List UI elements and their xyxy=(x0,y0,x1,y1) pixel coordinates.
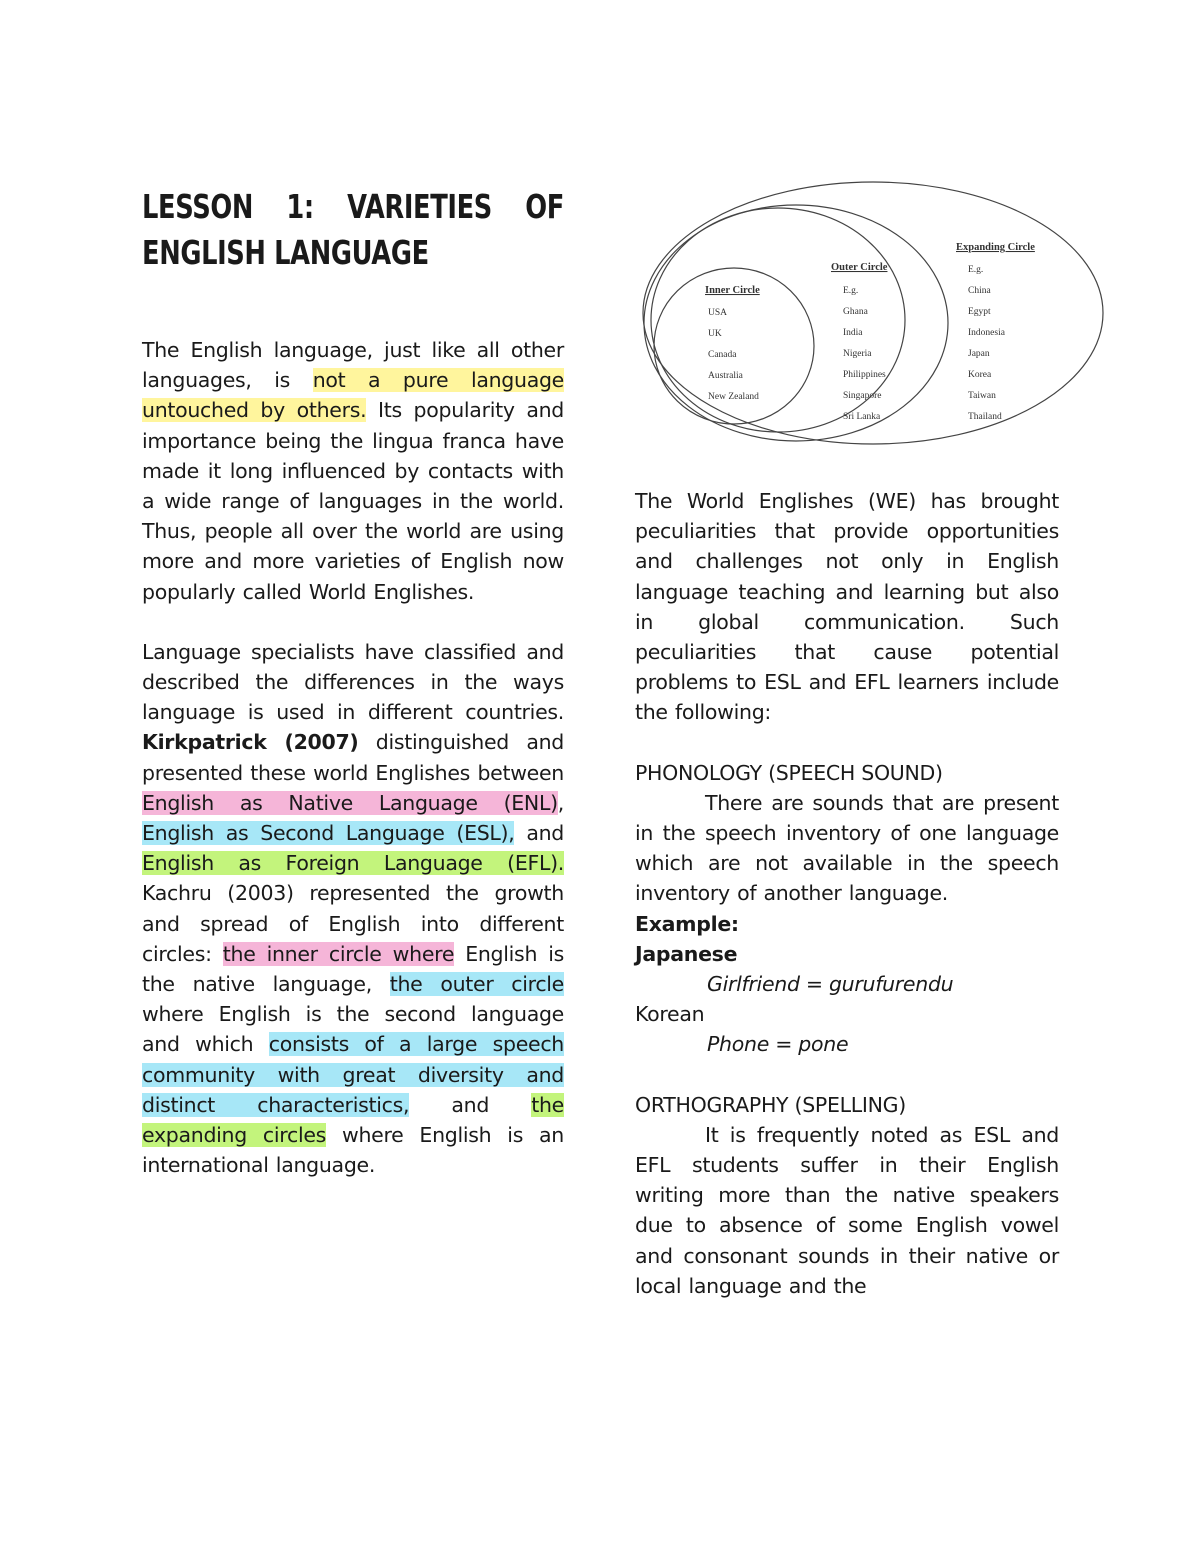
text-span: English is the native language, xyxy=(142,941,564,997)
highlight-expanding-circles: the expanding circles xyxy=(142,1092,564,1148)
text-span: where English is an international language. xyxy=(142,1123,564,1178)
expanding-circle-item: Thailand xyxy=(968,412,1002,422)
outer-circle-item: Ghana xyxy=(843,307,868,317)
outer-circle-ellipse xyxy=(644,205,948,441)
inner-circle-item: USA xyxy=(708,308,728,318)
expanding-circle-item: Korea xyxy=(968,370,992,380)
phonology-heading: PHONOLOGY (SPEECH SOUND) xyxy=(635,760,943,785)
highlight-outer-circle: the outer circle xyxy=(389,972,564,997)
expanding-circle-item: E.g. xyxy=(968,265,984,275)
text-span: The English language, just like all other languages, is xyxy=(142,338,564,393)
kachru-circles-diagram xyxy=(638,180,1108,450)
outer-circle-item: Sri Lanka xyxy=(843,412,881,422)
text-span: , xyxy=(557,790,564,815)
inner-circle-list xyxy=(708,308,759,402)
inner-circle-title: Inner Circle xyxy=(705,285,760,296)
highlight-efl: English as Foreign Language (EFL). xyxy=(142,851,564,876)
phonology-text: There are sounds that are present in the speech inventory of one language which are not available in the speech inventory of another language. xyxy=(635,790,1059,906)
expanding-circle-title: Expanding Circle xyxy=(956,242,1035,253)
expanding-circle-item: Indonesia xyxy=(968,328,1005,338)
highlight-not-pure: not a pure language untouched by others. xyxy=(142,368,564,423)
lesson-title: LESSON 1: VARIETIES OF ENGLISH LANGUAGE xyxy=(142,187,564,272)
expanding-circle-item: Egypt xyxy=(968,307,991,317)
expanding-circle-item: Taiwan xyxy=(968,391,996,401)
inner-circle-item: Australia xyxy=(708,371,743,381)
text-span: Language specialists have classified and described the differences in the ways language is used in different countries. xyxy=(142,639,564,725)
text-span: and xyxy=(409,1092,532,1117)
highlight-large-community: consists of a large speech community with great diversity and distinct characteristics, xyxy=(142,1032,564,1117)
left-column xyxy=(142,184,564,1180)
inner-circle-item: New Zealand xyxy=(708,392,759,402)
inner-circle-item: Canada xyxy=(708,350,737,360)
example-japanese: Girlfriend = gurufurendu xyxy=(707,972,954,997)
paragraph-world-englishes: The World Englishes (WE) has brought peculiarities that provide opportunities and challenges not only in English language teaching and learning but also in global communication. Such peculiarities that cause potential problems to ESL and EFL learners include the following: xyxy=(635,489,1059,725)
paragraph-intro xyxy=(142,335,564,607)
text-span: Kachru (2003) represented the growth and spread of English into different circles: xyxy=(142,881,564,966)
expanding-circle-item: Japan xyxy=(968,349,990,359)
example-korean: Phone = pone xyxy=(707,1032,849,1057)
text-span: and xyxy=(514,821,564,846)
outer-circle-item: Singapore xyxy=(843,391,882,401)
right-column xyxy=(635,486,1059,1301)
text-span: distinguished and presented these world Englishes between xyxy=(142,730,564,785)
highlight-inner-circle: the inner circle where xyxy=(222,941,455,966)
inner-circle-item: UK xyxy=(708,329,722,339)
outer-circle-title: Outer Circle xyxy=(831,262,888,273)
text-span: Its popularity and importance being the lingua franca have made it long influenced by contacts with a wide range of languages in the world. Thus, people all over the world are using more and more varieties of English now popularly called World Englishes. xyxy=(142,398,564,604)
outer-circle-item: Nigeria xyxy=(843,349,872,359)
kirkpatrick-citation: Kirkpatrick (2007) xyxy=(142,730,359,755)
expanding-circle-item: China xyxy=(968,286,991,296)
example-language-japanese: Japanese xyxy=(635,941,738,966)
highlight-esl: English as Second Language (ESL), xyxy=(142,821,515,846)
highlight-enl: English as Native Language (ENL) xyxy=(142,790,558,815)
expanding-circle-list xyxy=(968,265,1006,422)
outer-circle-item: E.g. xyxy=(843,286,859,296)
outer-circle-item: Philippines xyxy=(843,370,886,380)
paragraph-classification xyxy=(142,637,564,1181)
outer-circle-item: India xyxy=(843,328,863,338)
orthography-text: It is frequently noted as ESL and EFL students suffer in their English writing more than the native speakers due to absence of some English vowel and consonant sounds in their native or local language and the xyxy=(635,1122,1059,1298)
example-label: Example: xyxy=(635,911,739,936)
example-language-korean: Korean xyxy=(635,1002,705,1027)
text-span: where English is the second language and which xyxy=(142,1002,564,1057)
orthography-heading: ORTHOGRAPHY (SPELLING) xyxy=(635,1092,906,1117)
